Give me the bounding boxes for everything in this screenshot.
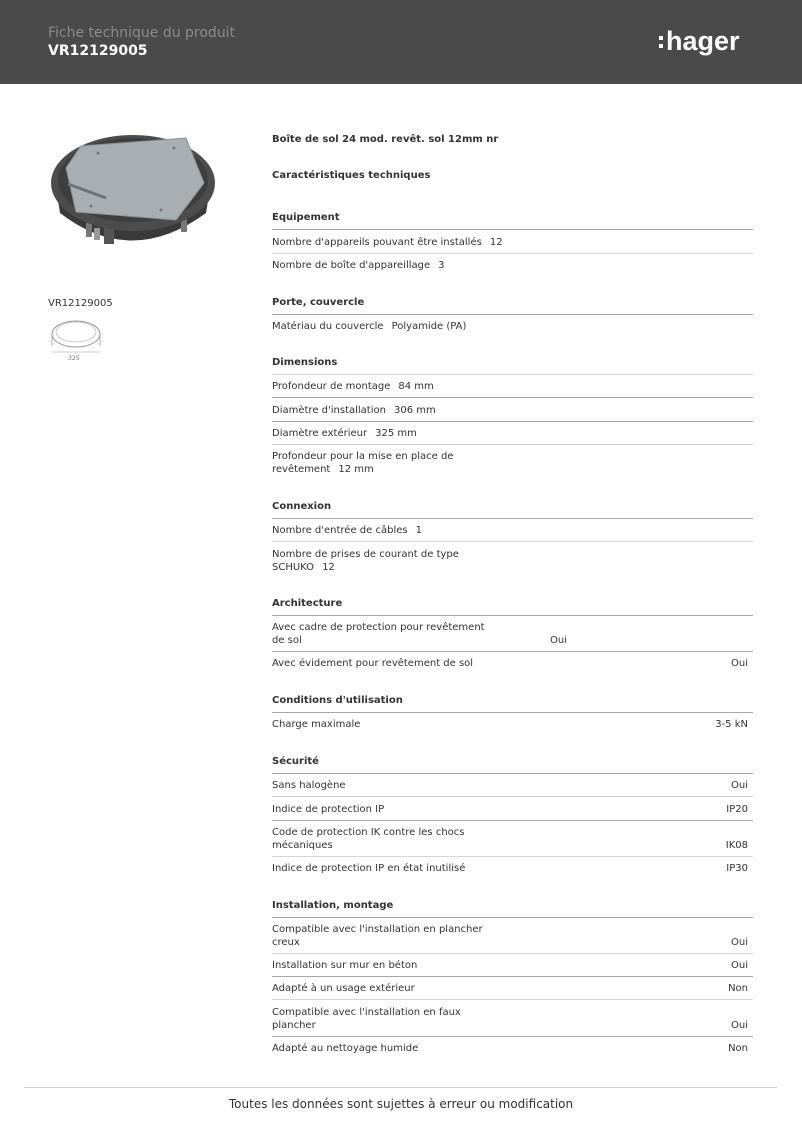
spec-name-line2: creux xyxy=(272,937,300,948)
document-type-label: Fiche technique du produit xyxy=(48,25,236,41)
divider xyxy=(272,712,753,713)
spec-name: Sans halogène xyxy=(272,780,346,791)
spec-row xyxy=(272,718,753,731)
spec-name: Diamètre d'installation xyxy=(272,405,386,416)
spec-row xyxy=(272,404,753,417)
spec-row xyxy=(272,826,753,852)
spec-value: Non xyxy=(728,983,748,994)
spec-value: IK08 xyxy=(725,840,748,851)
spec-value: Oui xyxy=(731,937,748,948)
spec-name-line2: de sol xyxy=(272,635,302,646)
spec-value: 306 mm xyxy=(393,405,436,416)
divider xyxy=(272,541,753,542)
spec-name-line2: plancher xyxy=(272,1020,316,1031)
divider xyxy=(272,856,753,857)
spec-value: Oui xyxy=(731,1020,748,1031)
spec-name-line1: Code de protection IK contre les chocs xyxy=(272,827,465,838)
product-name: Boîte de sol 24 mod. revêt. sol 12mm nr xyxy=(272,134,499,145)
spec-value: 1 xyxy=(415,525,422,536)
divider xyxy=(272,229,753,230)
spec-value: Oui xyxy=(731,960,748,971)
spec-row xyxy=(272,548,753,574)
spec-name-line2: revêtement xyxy=(272,464,331,475)
spec-name: Adapté au nettoyage humide xyxy=(272,1043,419,1054)
spec-row xyxy=(272,427,753,440)
spec-row xyxy=(272,450,753,476)
divider xyxy=(272,397,753,398)
footer-disclaimer: Toutes les données sont sujettes à erreur ou modification xyxy=(228,1097,574,1111)
divider xyxy=(272,314,753,315)
spec-value: 12 xyxy=(322,562,335,573)
spec-name: Diamètre extérieur xyxy=(272,428,368,439)
spec-value: Polyamide (PA) xyxy=(391,321,467,332)
spec-name: Charge maximale xyxy=(272,719,361,730)
spec-name: Indice de protection IP xyxy=(272,804,385,815)
spec-name: Installation sur mur en béton xyxy=(272,960,418,971)
spec-name: Indice de protection IP en état inutilisé xyxy=(272,863,466,874)
svg-text:hager: hager xyxy=(666,26,740,56)
spec-value: IP20 xyxy=(726,804,748,815)
spec-name: Nombre d'entrée de câbles xyxy=(272,525,408,536)
divider xyxy=(272,421,753,422)
spec-value: 12 xyxy=(489,237,503,248)
section-title-equipement: Equipement xyxy=(272,212,340,223)
spec-name: Adapté à un usage extérieur xyxy=(272,983,415,994)
spec-value: 12 mm xyxy=(338,464,374,475)
spec-row xyxy=(272,862,753,875)
product-reference-title: VR12129005 xyxy=(48,43,148,59)
technical-drawing xyxy=(46,314,104,364)
section-title-dimensions: Dimensions xyxy=(272,357,338,368)
spec-row xyxy=(272,1042,753,1055)
divider xyxy=(272,953,753,954)
spec-row xyxy=(272,380,753,393)
spec-value: 3-5 kN xyxy=(715,719,748,730)
divider xyxy=(272,976,753,977)
spec-row xyxy=(272,923,753,949)
spec-value: Non xyxy=(728,1043,748,1054)
spec-name-line1: Compatible avec l'installation en plancher xyxy=(272,924,483,935)
hager-logo xyxy=(657,22,757,62)
spec-name: Nombre d'appareils pouvant être installés xyxy=(272,237,482,248)
spec-row xyxy=(272,657,753,670)
spec-value: Oui xyxy=(731,658,748,669)
divider xyxy=(272,820,753,821)
spec-value: IP30 xyxy=(726,863,748,874)
spec-value: Oui xyxy=(731,780,748,791)
divider xyxy=(272,253,753,254)
divider xyxy=(272,651,753,652)
spec-name: Avec évidement pour revêtement de sol xyxy=(272,658,474,669)
spec-row xyxy=(272,524,753,537)
spec-row xyxy=(272,1006,753,1032)
svg-text:325: 325 xyxy=(68,355,80,362)
spec-name-line2: mécaniques xyxy=(272,840,333,851)
spec-row xyxy=(272,320,753,333)
spec-name-line2: SCHUKO xyxy=(272,562,315,573)
divider xyxy=(272,999,753,1000)
divider xyxy=(272,773,753,774)
spec-name: Nombre de boîte d'appareillage xyxy=(272,260,431,271)
spec-row xyxy=(272,779,753,792)
spec-row xyxy=(272,982,753,995)
spec-name-line1: Compatible avec l'installation en faux xyxy=(272,1007,461,1018)
spec-row xyxy=(272,236,753,249)
spec-row xyxy=(272,959,753,972)
section-title-architecture: Architecture xyxy=(272,598,343,609)
section-title-installation: Installation, montage xyxy=(272,900,394,911)
page-header xyxy=(0,0,802,84)
section-title-conditions: Conditions d'utilisation xyxy=(272,695,403,706)
spec-row xyxy=(272,621,753,647)
divider xyxy=(272,444,753,445)
section-title-porte: Porte, couvercle xyxy=(272,297,365,308)
divider xyxy=(272,518,753,519)
spec-row xyxy=(272,803,753,816)
specs-heading: Caractéristiques techniques xyxy=(272,170,431,181)
divider xyxy=(272,615,753,616)
spec-name: Profondeur de montage xyxy=(272,381,391,392)
footer-divider xyxy=(24,1087,777,1088)
divider xyxy=(272,796,753,797)
spec-value: 84 mm xyxy=(398,381,434,392)
spec-value: 325 mm xyxy=(375,428,417,439)
product-photo xyxy=(46,128,216,253)
divider xyxy=(272,917,753,918)
sidebar-reference-label: VR12129005 xyxy=(48,298,113,309)
divider xyxy=(272,1036,753,1037)
spec-name-line1: Nombre de prises de courant de type xyxy=(272,549,459,560)
spec-name-line1: Profondeur pour la mise en place de xyxy=(272,451,454,462)
spec-row xyxy=(272,259,753,272)
spec-name-line1: Avec cadre de protection pour revêtement xyxy=(272,622,485,633)
spec-name: Matériau du couvercle xyxy=(272,321,384,332)
spec-value: 3 xyxy=(438,260,445,271)
section-title-securite: Sécurité xyxy=(272,756,319,767)
divider xyxy=(272,374,753,375)
spec-value: Oui xyxy=(550,635,567,646)
section-title-connexion: Connexion xyxy=(272,501,332,512)
